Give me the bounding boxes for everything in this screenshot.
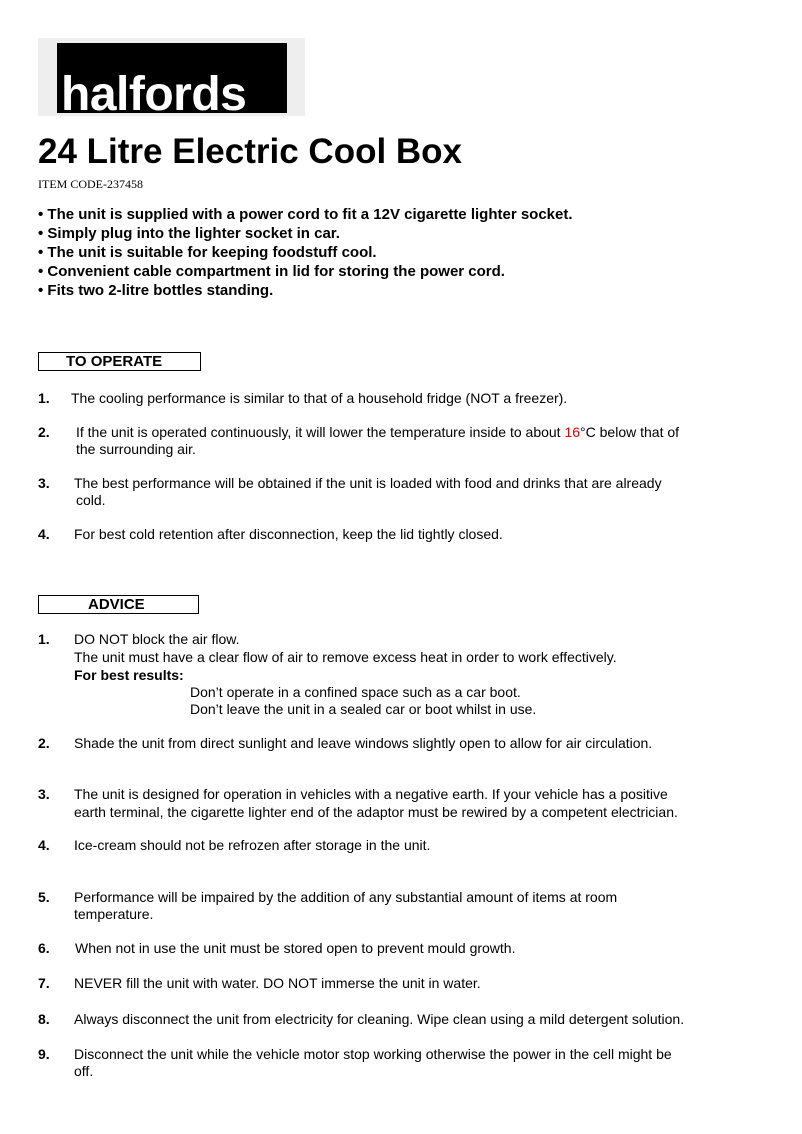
- item-text: The unit is designed for operation in vehicles with a negative earth. If your vehicle has a positive: [74, 786, 668, 802]
- item-number: 6.: [38, 940, 50, 956]
- feature-item: • Simply plug into the lighter socket in car.: [38, 225, 340, 242]
- advice-heading: ADVICE: [88, 596, 145, 613]
- item-text: For best cold retention after disconnection, keep the lid tightly closed.: [74, 526, 503, 542]
- logo-text: halfords: [61, 68, 247, 113]
- page-title: 24 Litre Electric Cool Box: [38, 132, 463, 171]
- item-text-line2: the surrounding air.: [76, 441, 196, 457]
- item-code: ITEM CODE-237458: [38, 177, 143, 191]
- item-text: Disconnect the unit while the vehicle motor stop working otherwise the power in the cell might be: [74, 1046, 672, 1062]
- item-number: 1.: [38, 631, 50, 647]
- best-results-tip: Don’t leave the unit in a sealed car or boot whilst in use.: [190, 701, 537, 717]
- item-text-pre: If the unit is operated continuously, it will lower the temperature inside to about: [76, 424, 565, 440]
- item-text: Ice-cream should not be refrozen after storage in the unit.: [74, 837, 431, 853]
- item-text: When not in use the unit must be stored open to prevent mould growth.: [75, 940, 516, 956]
- item-text-line2: earth terminal, the cigarette lighter end of the adaptor must be rewired by a competent electrician.: [74, 804, 678, 820]
- item-number: 4.: [38, 837, 50, 853]
- feature-list: [38, 205, 573, 300]
- item-number: 5.: [38, 889, 50, 905]
- item-number: 1.: [38, 390, 50, 406]
- best-results-label: For best results:: [74, 667, 184, 683]
- item-number: 4.: [38, 526, 50, 542]
- item-text-line2: temperature.: [74, 906, 154, 922]
- item-text: The best performance will be obtained if the unit is loaded with food and drinks that are already: [74, 475, 662, 491]
- item-text-line2: The unit must have a clear flow of air to remove excess heat in order to work effectively.: [74, 649, 617, 665]
- operate-item: [38, 424, 758, 458]
- item-text-line2: off.: [74, 1063, 94, 1079]
- operate-heading: TO OPERATE: [66, 353, 163, 370]
- item-text: The cooling performance is similar to that of a household fridge (NOT a freezer).: [71, 390, 568, 406]
- item-text-line2: cold.: [76, 492, 106, 508]
- item-number: 9.: [38, 1046, 50, 1062]
- item-text: [76, 424, 679, 441]
- advice-heading-box: [38, 595, 199, 614]
- logo-mark: [57, 43, 287, 113]
- item-number: 3.: [38, 786, 50, 802]
- item-text: NEVER fill the unit with water. DO NOT immerse the unit in water.: [74, 975, 481, 991]
- item-number: 7.: [38, 975, 50, 991]
- operate-heading-box: [38, 352, 201, 371]
- item-number: 2.: [38, 424, 50, 440]
- feature-item: • Convenient cable compartment in lid for storing the power cord.: [38, 263, 505, 280]
- best-results-tip: Don’t operate in a confined space such as a car boot.: [190, 684, 521, 700]
- feature-item: • The unit is supplied with a power cord to fit a 12V cigarette lighter socket.: [38, 206, 573, 223]
- item-text: Performance will be impaired by the addition of any substantial amount of items at room: [74, 889, 618, 905]
- feature-item: • Fits two 2-litre bottles standing.: [38, 282, 274, 299]
- temperature-highlight: 16: [564, 424, 581, 440]
- item-number: 3.: [38, 475, 50, 491]
- brand-logo: [38, 38, 305, 116]
- item-number: 2.: [38, 735, 50, 751]
- feature-item: • The unit is suitable for keeping foodstuff cool.: [38, 244, 377, 261]
- item-text-post: °C below that of: [580, 424, 680, 440]
- item-text: Shade the unit from direct sunlight and leave windows slightly open to allow for air circulation.: [74, 735, 653, 751]
- item-number: 8.: [38, 1011, 50, 1027]
- item-text: Always disconnect the unit from electricity for cleaning. Wipe clean using a mild detergent solution.: [74, 1011, 685, 1027]
- item-text: DO NOT block the air flow.: [74, 631, 240, 647]
